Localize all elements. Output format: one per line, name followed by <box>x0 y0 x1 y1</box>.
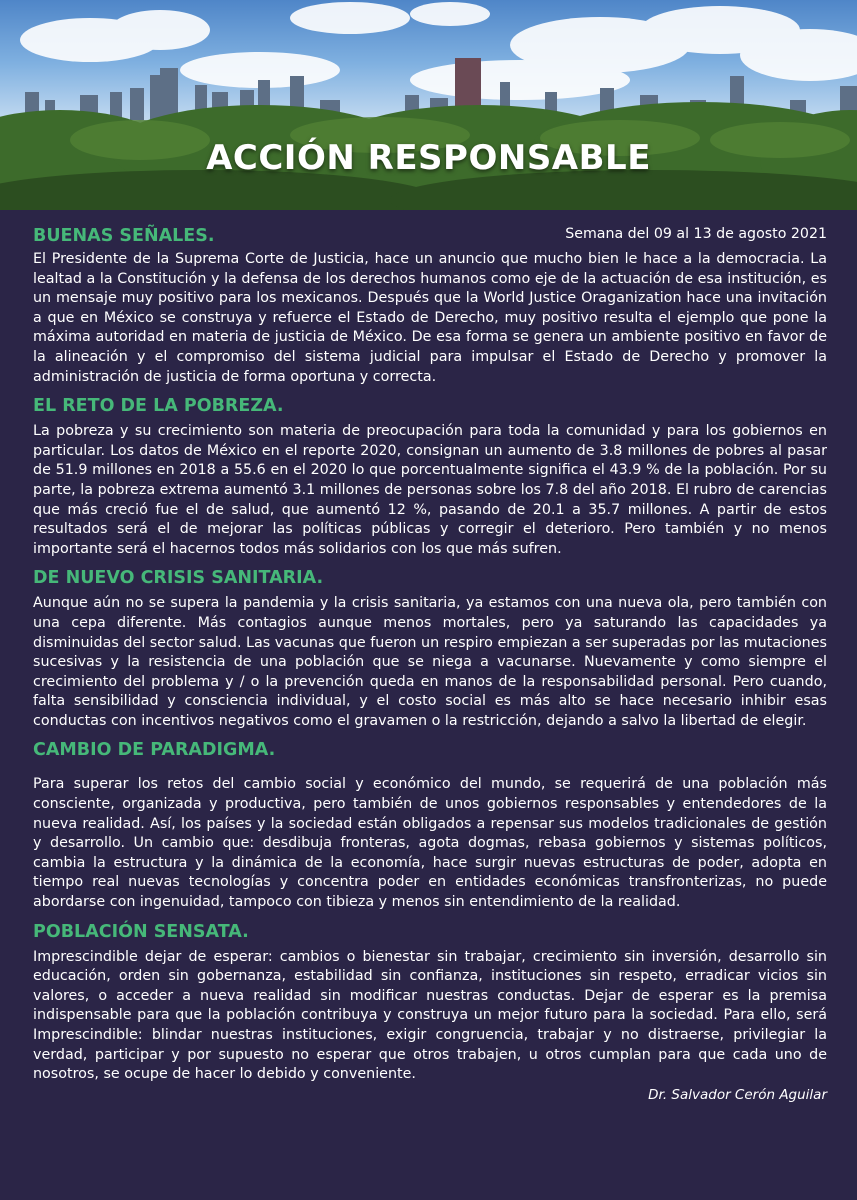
section-body-buenas-senales: El Presidente de la Suprema Corte de Justicia, hace un anuncio que mucho bien le hace a la democracia. La lealtad a la Constitución y la defensa de los derechos humanos como eje de la actuación de esa institución, es un mensaje muy positivo para los mexicanos. Después que la World Justice Oraganization hace una invitación a que en México se construya y refuerce el Estado de Derecho, muy positivo resulta el ejemplo que pone la máxima autoridad en materia de justicia de México. De esa forma se genera un ambiente positivo en favor de la alineación y el compromiso del sistema judicial para impulsar el Estado de Derecho y promover la administración de justicia de forma oportuna y correcta. <box>33 251 827 385</box>
section-heading-poblacion-sensata: POBLACIÓN SENSATA. <box>33 921 249 942</box>
week-date-label: Semana del 09 al 13 de agosto 2021 <box>565 226 827 242</box>
section-body-crisis-sanitaria: Aunque aún no se supera la pandemia y la crisis sanitaria, ya estamos con una nueva ola, pero también con una cepa diferente. Más contagios aunque menos mortales, pero ya saturando las capacidades ya disminuidas del sector salud. Las vacunas que fueron un respiro empiezan a ser superadas por las mutaciones sucesivas y la resistencia de una población que se niega a vacunarse. Nuevamente y como siempre el crecimiento del problema y / o la prevención queda en manos de la responsabilidad personal. Pero cuando, falta sensibilidad y consciencia individual, y el costo social es más alto se hace necesario inhibir esas conductas con incentivos negativos como el gravamen o la restricción, dejando a salvo la libertad de elegir. <box>33 595 827 729</box>
section-heading-buenas-senales: BUENAS SEÑALES. <box>33 226 215 246</box>
newsletter-body <box>0 210 857 1103</box>
section-heading-crisis-sanitaria: DE NUEVO CRISIS SANITARIA. <box>33 568 324 589</box>
header-banner <box>0 0 857 210</box>
page-title: ACCIÓN RESPONSABLE <box>206 138 651 178</box>
section-heading-reto-pobreza: EL RETO DE LA POBREZA. <box>33 396 284 417</box>
section-heading-cambio-paradigma: CAMBIO DE PARADIGMA. <box>33 740 276 761</box>
section-body-poblacion-sensata: Imprescindible dejar de esperar: cambios o bienestar sin trabajar, crecimiento sin inversión, desarrollo sin educación, orden sin gobernanza, estabilidad sin confianza, instituciones sin respeto, erradicar vicios sin valores, o acceder a nueva realidad sin modificar nuestras conductas. Dejar de esperar es la premisa indispensable para que la población contribuya y construya un mejor futuro para la sociedad. Para ello, será Imprescindible: blindar nuestras instituciones, exigir congruencia, trabajar y no distraerse, privilegiar la verdad, participar y por supuesto no esperar que otros trabajen, u otros cumplan para que cada uno de nosotros, se ocupe de hacer lo debido y conveniente. <box>33 948 827 1083</box>
section-body-reto-pobreza: La pobreza y su crecimiento son materia de preocupación para toda la comunidad y para los gobiernos en particular. Los datos de México en el reporte 2020, consignan un aumento de 3.8 millones de pobres al pasar de 51.9 millones en 2018 a 55.6 en el 2020 lo que porcentualmente significa el 43.9 % de la población. Por su parte, la pobreza extrema aumentó 3.1 millones de personas sobre los 7.8 del año 2018. El rubro de carencias que más creció fue el de salud, que aumentó 12 %, pasando de 20.1 a 35.7 millones. A partir de estos resultados será el de mejorar las políticas públicas y corregir el deterioro. Pero también y no menos importante será el hacernos todos más solidarios con los que más sufren. <box>33 423 827 557</box>
author-signature: Dr. Salvador Cerón Aguilar <box>648 1086 827 1103</box>
section-body-cambio-paradigma: Para superar los retos del cambio social y económico del mundo, se requerirá de una población más consciente, organizada y productiva, pero también de unos gobiernos responsables y entendedores de la nueva realidad. Así, los países y la sociedad están obligados a repensar sus modelos tradicionales de gestión y desarrollo. Un cambio que: desdibuja fronteras, agota dogmas, rebasa gobiernos y sistemas políticos, cambia la estructura y la dinámica de la economía, hace surgir nuevas estructuras de poder, adopta en tiempo real nuevas tecnologías y concentra poder en entidades económicas transfronterizas, no puede abordarse con ingenuidad, tampoco con tibieza y menos sin entendimiento de la realidad. <box>33 776 827 911</box>
first-heading-row <box>33 220 827 250</box>
city-skyline-image <box>0 0 857 210</box>
